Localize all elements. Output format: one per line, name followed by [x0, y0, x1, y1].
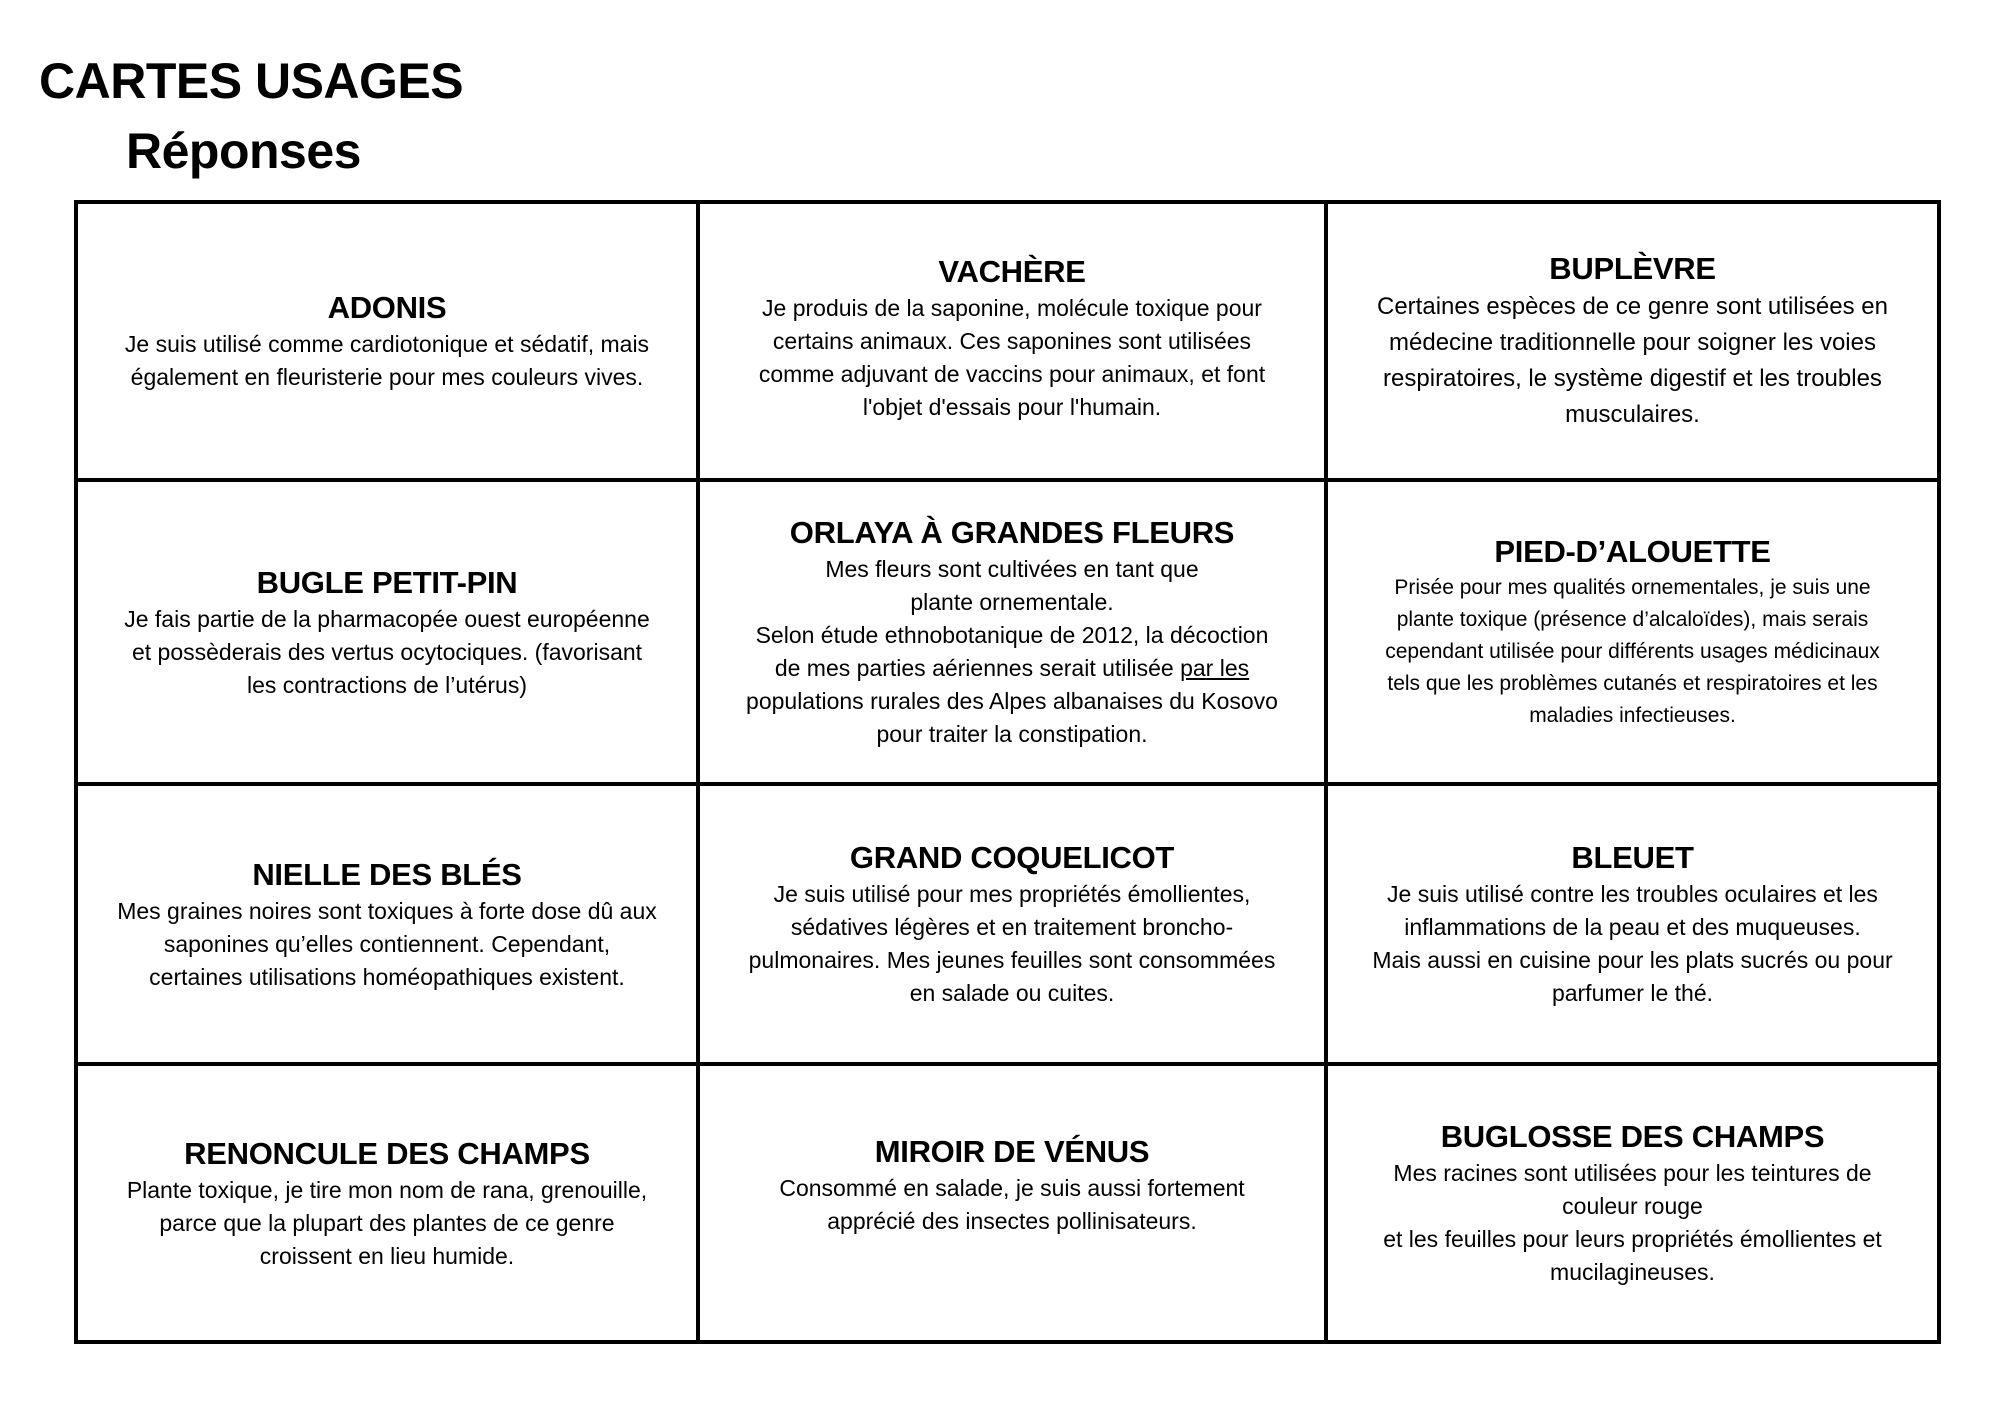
card-line: saponines qu’elles contiennent. Cependant, — [163, 930, 611, 957]
card-line: parce que la plupart des plantes de ce genre — [159, 1209, 615, 1236]
card-text — [1385, 572, 1880, 732]
card-line: musculaires. — [1565, 401, 1700, 428]
card-line: Prisée pour mes qualités ornementales, je suis une — [1394, 576, 1871, 599]
card-text — [1377, 289, 1888, 433]
card-line: populations rurales des Alpes albanaises du Kosovo — [746, 688, 1278, 714]
card-line: inflammations de la peau et des muqueuses. — [1404, 914, 1861, 940]
card-line-part: de mes parties aériennes serait utilisée — [774, 655, 1174, 681]
card-line: en salade ou cuites. — [909, 980, 1115, 1006]
card-title: PIED-D’ALOUETTE — [1494, 534, 1771, 569]
card-line: également en fleuristerie pour mes couleurs vives. — [130, 364, 644, 390]
card-line: croissent en lieu humide. — [259, 1242, 515, 1269]
card-line: tels que les problèmes cutanés et respiratoires et les — [1387, 672, 1878, 695]
card-line: Mes fleurs sont cultivées en tant que — [825, 556, 1199, 582]
card-line: l'objet d'essais pour l'humain. — [862, 394, 1162, 420]
card-nielle-des-bles — [78, 786, 700, 1066]
card-line: couleur rouge — [1562, 1193, 1703, 1219]
card-title: BUGLOSSE DES CHAMPS — [1440, 1119, 1825, 1154]
card-text — [117, 895, 657, 994]
card-grand-coquelicot — [700, 786, 1328, 1066]
card-line: certaines utilisations homéopathiques existent. — [149, 963, 625, 990]
card-title: GRAND COQUELICOT — [849, 840, 1175, 875]
card-text — [127, 1174, 647, 1273]
page-subtitle: Réponses — [126, 123, 361, 179]
card-line: pulmonaires. Mes jeunes feuilles sont consommées — [748, 947, 1276, 973]
card-line — [746, 652, 1278, 685]
card-line: plante toxique (présence d’alcaloïdes), mais serais — [1396, 608, 1869, 631]
card-line: Je produis de la saponine, molécule toxique pour — [762, 295, 1262, 321]
card-title: VACHÈRE — [938, 254, 1086, 289]
card-text — [746, 553, 1278, 751]
card-line: parfumer le thé. — [1551, 980, 1714, 1006]
card-text — [779, 1172, 1244, 1238]
card-vachere — [700, 204, 1328, 482]
card-line: médecine traditionnelle pour soigner les voies — [1389, 329, 1876, 356]
card-buplevre — [1328, 204, 1937, 482]
card-line: Je suis utilisé pour mes propriétés émollientes, — [773, 881, 1251, 907]
card-miroir-de-venus — [700, 1066, 1328, 1340]
card-line: Je fais partie de la pharmacopée ouest européenne — [124, 605, 650, 632]
card-line: et les feuilles pour leurs propriétés émollientes et — [1383, 1226, 1882, 1252]
card-line: Selon étude ethnobotanique de 2012, la décoction — [755, 622, 1269, 648]
card-line: et possèderais des vertus ocytociques. (favorisant — [131, 638, 643, 665]
card-text — [1372, 878, 1892, 1010]
card-line: comme adjuvant de vaccins pour animaux, et font — [758, 361, 1266, 387]
card-line: Certaines espèces de ce genre sont utilisées en — [1377, 293, 1888, 320]
card-bleuet — [1328, 786, 1937, 1066]
card-text — [749, 878, 1276, 1010]
card-title: RENONCULE DES CHAMPS — [184, 1135, 590, 1171]
card-line: cependant utilisée pour différents usages médicinaux — [1385, 640, 1880, 663]
card-line: certains animaux. Ces saponines sont utilisées — [772, 328, 1252, 354]
card-title: BUGLE PETIT-PIN — [256, 564, 518, 600]
card-line: apprécié des insectes pollinisateurs. — [827, 1208, 1197, 1234]
card-line: les contractions de l’utérus) — [247, 671, 527, 698]
card-text — [1383, 1157, 1882, 1289]
card-title: ADONIS — [327, 290, 447, 325]
card-orlaya — [700, 482, 1328, 786]
card-title: ORLAYA À GRANDES FLEURS — [789, 515, 1235, 550]
card-line: maladies infectieuses. — [1529, 704, 1736, 727]
card-adonis — [78, 204, 700, 482]
card-line: Consommé en salade, je suis aussi fortement — [779, 1175, 1245, 1201]
card-line: Je suis utilisé contre les troubles oculaires et les — [1387, 881, 1878, 907]
card-renoncule-des-champs — [78, 1066, 700, 1340]
card-text — [125, 328, 649, 394]
card-title: NIELLE DES BLÉS — [252, 856, 522, 892]
card-title: BUPLÈVRE — [1549, 251, 1716, 286]
card-line: Mes racines sont utilisées pour les teintures de — [1393, 1160, 1872, 1186]
card-line: pour traiter la constipation. — [876, 721, 1148, 747]
card-title: MIROIR DE VÉNUS — [874, 1134, 1150, 1169]
card-line: Je suis utilisé comme cardiotonique et sédatif, mais — [124, 331, 650, 357]
cards-grid — [74, 200, 1941, 1344]
card-title: BLEUET — [1571, 840, 1694, 875]
card-line: mucilagineuses. — [1550, 1259, 1715, 1285]
card-text — [124, 603, 650, 702]
card-line: respiratoires, le système digestif et les troubles — [1383, 365, 1882, 392]
card-buglosse-des-champs — [1328, 1066, 1937, 1340]
card-line: sédatives légères et en traitement broncho- — [790, 914, 1234, 940]
card-text — [759, 292, 1265, 424]
card-line: Mes graines noires sont toxiques à forte dose dû aux — [117, 897, 657, 924]
page-title: CARTES USAGES — [39, 53, 464, 109]
card-line-underlined: par les — [1180, 655, 1250, 681]
card-line: Plante toxique, je tire mon nom de rana, grenouille, — [126, 1176, 648, 1203]
card-pied-d-alouette — [1328, 482, 1937, 786]
card-line: plante ornementale. — [910, 589, 1114, 615]
card-line: Mais aussi en cuisine pour les plats sucrés ou pour — [1372, 947, 1893, 973]
card-bugle-petit-pin — [78, 482, 700, 786]
